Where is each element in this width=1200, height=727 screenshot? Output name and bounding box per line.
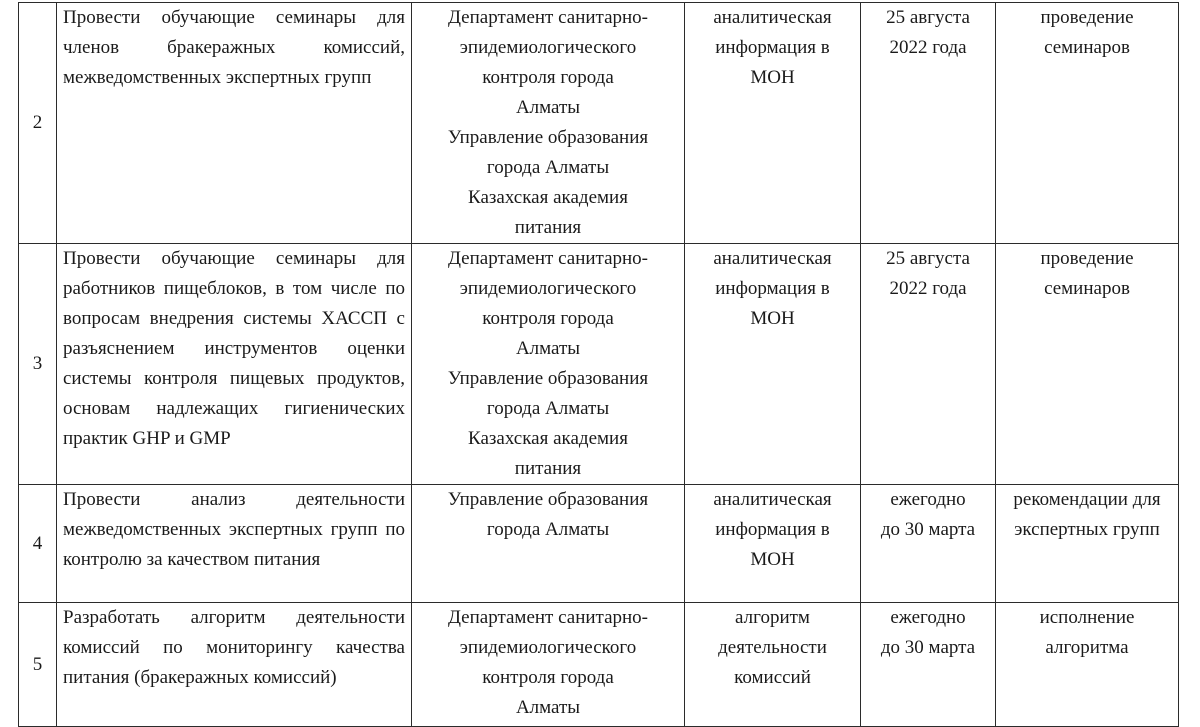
- report-form-line: аналитическая: [713, 248, 832, 269]
- report-form-cell: [685, 485, 861, 603]
- result-cell: [996, 3, 1179, 244]
- deadline-line: 2022 года: [889, 37, 967, 58]
- report-form-cell: [685, 603, 861, 727]
- deadline-cell: [861, 603, 996, 727]
- executors-line: питания: [514, 217, 582, 238]
- executors-line: Департамент санитарно-: [447, 607, 649, 628]
- report-form-line: информация в: [715, 278, 830, 299]
- executors-line: Алматы: [515, 697, 581, 718]
- deadline-line: до 30 марта: [880, 637, 976, 658]
- deadline-line: 2022 года: [889, 278, 967, 299]
- executors-line: питания: [514, 458, 582, 479]
- deadline-cell: [861, 3, 996, 244]
- executors-line: контроля города: [482, 308, 614, 329]
- result-line: рекомендации для: [1013, 489, 1161, 510]
- executors-line: контроля города: [482, 667, 614, 688]
- executors-line: Алматы: [515, 97, 581, 118]
- executors-line: эпидемиологического: [459, 37, 637, 58]
- deadline-line: 25 августа: [886, 248, 970, 269]
- executors-line: города Алматы: [486, 157, 610, 178]
- row-number: 2: [19, 3, 57, 244]
- deadline-line: до 30 марта: [880, 519, 976, 540]
- table-row: [19, 485, 1179, 603]
- row-number: 4: [19, 485, 57, 603]
- executors-line: эпидемиологического: [459, 637, 637, 658]
- report-form-line: аналитическая: [713, 489, 832, 510]
- result-cell: [996, 244, 1179, 485]
- deadline-cell: [861, 244, 996, 485]
- report-form-line: алгоритм: [735, 607, 810, 628]
- task-cell: Разработать алгоритм деятельности комиссий по мониторингу качества питания (бракеражных комиссий): [57, 603, 412, 727]
- report-form-cell: [685, 244, 861, 485]
- executors-line: Управление образования: [447, 127, 649, 148]
- executors-line: контроля города: [482, 67, 614, 88]
- result-line: экспертных групп: [1014, 519, 1160, 540]
- executors-cell: [412, 485, 685, 603]
- report-form-line: МОН: [750, 549, 795, 570]
- report-form-cell: [685, 3, 861, 244]
- row-number: 5: [19, 603, 57, 727]
- task-cell: Провести анализ деятельности межведомственных экспертных групп по контролю за качеством питания: [57, 485, 412, 603]
- executors-line: Департамент санитарно-: [447, 248, 649, 269]
- result-cell: [996, 485, 1179, 603]
- deadline-line: 25 августа: [886, 7, 970, 28]
- action-plan-table: [18, 2, 1179, 727]
- executors-line: эпидемиологического: [459, 278, 637, 299]
- table-row: [19, 603, 1179, 727]
- result-line: проведение: [1040, 7, 1134, 28]
- report-form-line: информация в: [715, 37, 830, 58]
- executors-line: Управление образования: [447, 489, 649, 510]
- result-line: семинаров: [1044, 37, 1130, 58]
- executors-cell: [412, 603, 685, 727]
- report-form-line: аналитическая: [713, 7, 832, 28]
- deadline-line: ежегодно: [890, 489, 966, 510]
- task-cell: Провести обучающие семинары для работников пищеблоков, в том числе по вопросам внедрения системы ХАССП с разъяснением инструментов оценки системы контроля пищевых продуктов, основам надлежащих гигиенических практик GHP и GMP: [57, 244, 412, 485]
- report-form-line: МОН: [750, 67, 795, 88]
- report-form-line: информация в: [715, 519, 830, 540]
- deadline-cell: [861, 485, 996, 603]
- executors-cell: [412, 3, 685, 244]
- table-row: [19, 244, 1179, 485]
- result-line: семинаров: [1044, 278, 1130, 299]
- table-row: [19, 3, 1179, 244]
- result-cell: [996, 603, 1179, 727]
- executors-line: Казахская академия: [468, 428, 628, 449]
- executors-line: Департамент санитарно-: [447, 7, 649, 28]
- task-cell: Провести обучающие семинары для членов бракеражных комиссий, межведомственных экспертных групп: [57, 3, 412, 244]
- executors-line: города Алматы: [486, 519, 610, 540]
- executors-cell: [412, 244, 685, 485]
- executors-line: Управление образования: [447, 368, 649, 389]
- executors-line: Казахская академия: [468, 187, 628, 208]
- result-line: исполнение: [1039, 607, 1135, 628]
- deadline-line: ежегодно: [890, 607, 966, 628]
- executors-line: Алматы: [515, 338, 581, 359]
- report-form-line: деятельности: [718, 637, 827, 658]
- result-line: проведение: [1040, 248, 1134, 269]
- report-form-line: комиссий: [734, 667, 811, 688]
- report-form-line: МОН: [750, 308, 795, 329]
- result-line: алгоритма: [1045, 637, 1129, 658]
- executors-line: города Алматы: [486, 398, 610, 419]
- row-number: 3: [19, 244, 57, 485]
- table-body: [19, 3, 1179, 727]
